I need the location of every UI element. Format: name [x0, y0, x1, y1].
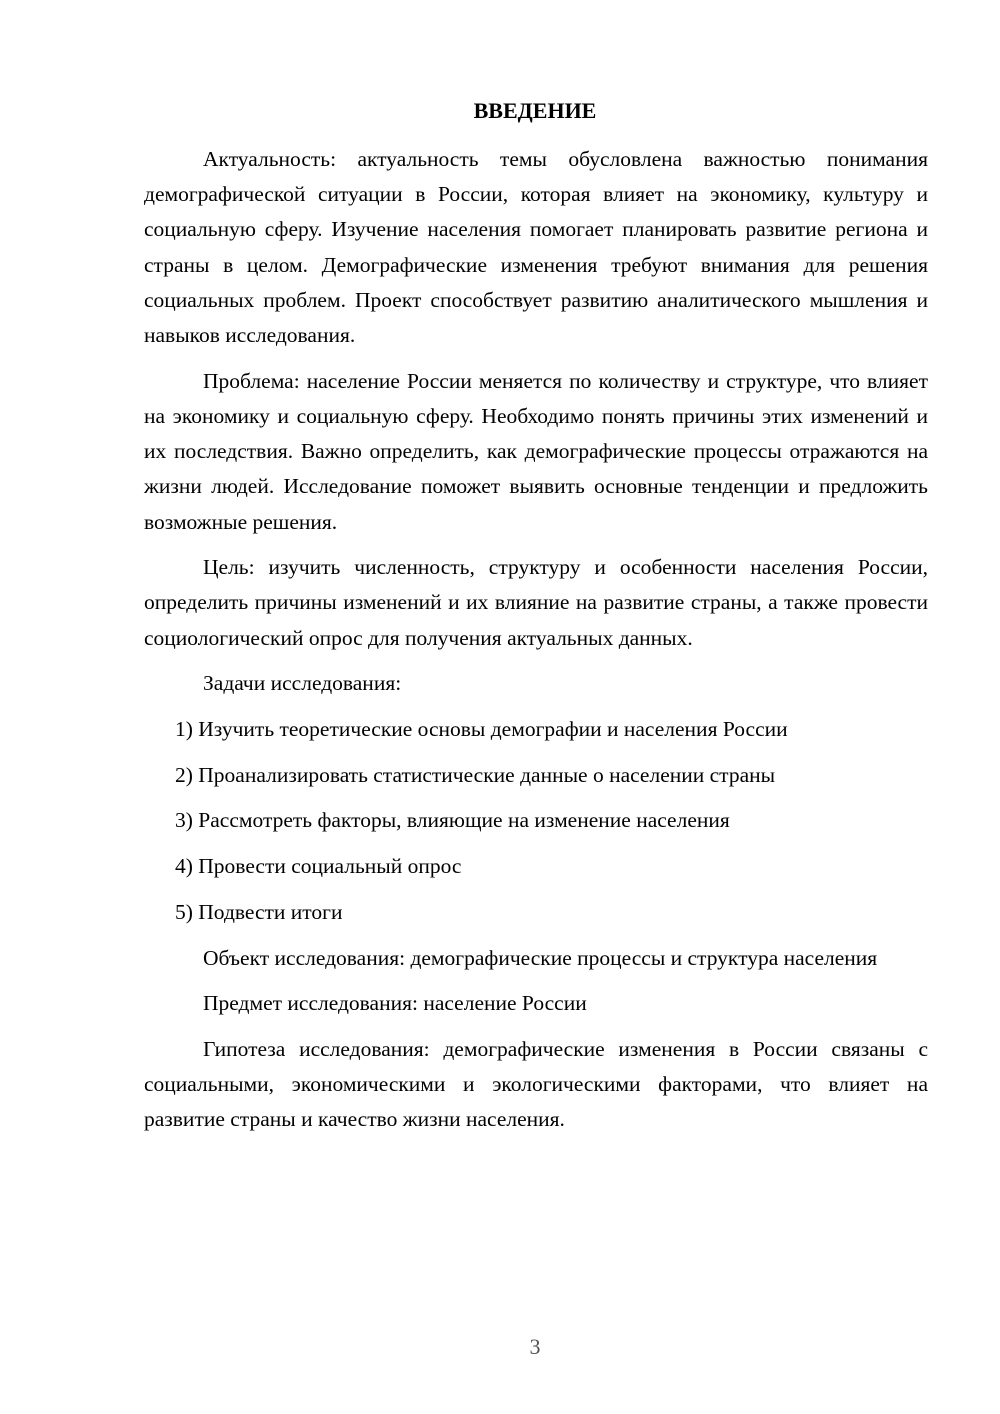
list-item: 3) Рассмотреть факторы, влияющие на изменение населения [175, 808, 730, 833]
paragraph-goal: Цель: изучить численность, структуру и особенности населения России, определить причины изменений и их влияние на развитие страны, а также провести социологический опрос для получения актуальных данных. [144, 555, 928, 650]
tasks-heading: Задачи исследования: [203, 671, 402, 696]
list-item: 5) Подвести итоги [175, 899, 343, 924]
list-item: 1) Изучить теоретические основы демографии и населения России [175, 717, 788, 742]
page-title: ВВЕДЕНИЕ [473, 98, 597, 123]
paragraph-hypothesis: Гипотеза исследования: демографические изменения в России связаны с социальными, экономическими и экологическими факторами, что влияет на развитие страны и качество жизни населения. [144, 1036, 928, 1132]
list-item: 4) Провести социальный опрос [175, 854, 462, 879]
tasks-list [144, 712, 928, 930]
paragraph-object: Объект исследования: демографические процессы и структура населения [203, 945, 878, 970]
document-body [144, 142, 928, 1148]
paragraph-problem: Проблема: население России меняется по количеству и структуре, что влияет на экономику и социальную сферу. Необходимо понять причины этих изменений и их последствия. Важно определить, как демографические процессы отражаются на жизни людей. Исследование поможет выявить основные тенденции и предложить возможные решения. [144, 368, 928, 534]
paragraph-subject: Предмет исследования: население России [203, 991, 587, 1016]
page-number: 3 [529, 1334, 541, 1359]
list-item: 2) Проанализировать статистические данные о населении страны [175, 762, 776, 787]
paragraph-relevance: Актуальность: актуальность темы обусловлена важностью понимания демографической ситуации в России, которая влияет на экономику, культуру и социальную сферу. Изучение населения помогает планировать развитие региона и страны в целом. Демографические изменения требуют внимания для решения социальных проблем. Проект способствует развитию аналитического мышления и навыков исследования. [144, 147, 928, 348]
